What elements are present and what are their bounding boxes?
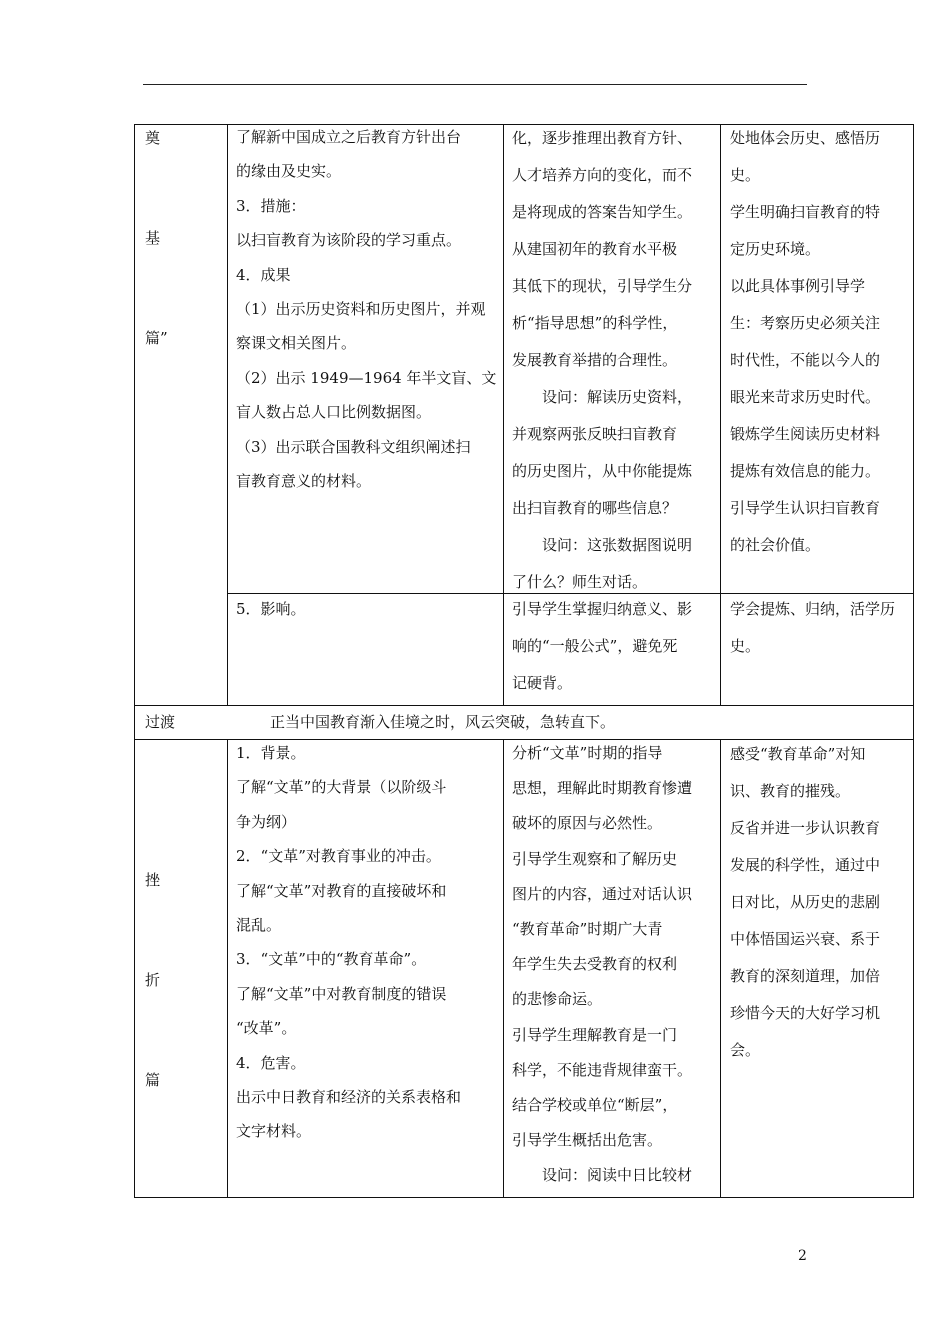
content-line: 争为纲）: [236, 812, 297, 831]
method-line: 图片的内容，通过对话认识: [512, 884, 693, 903]
section-char: 折: [145, 971, 161, 989]
purpose-line: 学生明确扫盲教育的特: [730, 203, 881, 221]
content-line: 以扫盲教育为该阶段的学习重点。: [236, 231, 462, 250]
content-line: 了解“文革”的大背景（以阶级斗: [236, 778, 447, 797]
section-char: 篇”: [145, 329, 168, 347]
purpose-line: 史。: [730, 637, 761, 655]
method-line: 发展教育举措的合理性。: [512, 351, 678, 369]
content-line: 4．危害。: [236, 1053, 306, 1072]
method-line: 了什么？师生对话。: [512, 573, 648, 591]
method-line: 引导学生观察和了解历史: [512, 849, 678, 868]
method-line: 思想，理解此时期教育惨遭: [512, 779, 693, 798]
purpose-line: 定历史环境。: [730, 240, 821, 258]
table-border: [134, 1197, 914, 1198]
content-line: 出示中日教育和经济的关系表格和: [236, 1088, 462, 1107]
purpose-line: 生：考察历史必须关注: [730, 314, 881, 332]
method-line: 人才培养方向的变化，而不: [512, 166, 693, 184]
section-label: 过渡: [145, 713, 176, 731]
method-line: 是将现成的答案告知学生。: [512, 203, 693, 221]
content-line: （3）出示联合国教科文组织阐述扫: [236, 437, 471, 456]
table-border: [134, 124, 135, 1198]
purpose-line: 珍惜今天的大好学习机: [730, 1004, 881, 1022]
purpose-line: 史。: [730, 166, 761, 184]
purpose-line: 引导学生认识扫盲教育: [730, 499, 881, 517]
purpose-cell: [730, 120, 880, 564]
purpose-line: 发展的科学性，通过中: [730, 856, 881, 874]
method-line: 设问：这张数据图说明: [512, 536, 693, 554]
purpose-line: 教育的深刻道理，加倍: [730, 967, 881, 985]
content-line: 了解“文革”中对教育制度的错误: [236, 984, 447, 1003]
table-border: [913, 124, 914, 1198]
section-char: 挫: [145, 871, 161, 889]
section-char: 基: [145, 229, 161, 247]
method-line: “教育革命”时期广大青: [512, 920, 663, 939]
method-line: 分析“文革”时期的指导: [512, 744, 663, 762]
purpose-line: 的社会价值。: [730, 536, 821, 554]
content-line: 3．“文革”中的“教育革命”。: [236, 950, 427, 969]
content-line: 1．背景。: [236, 744, 306, 762]
purpose-cell: [730, 736, 880, 1069]
content-line: 盲教育意义的材料。: [236, 472, 372, 491]
transition-text: 正当中国教育渐入佳境之时，风云突破，急转直下。: [270, 713, 616, 731]
method-cell: [512, 736, 692, 1194]
content-line: 混乱。: [236, 916, 282, 935]
content-line: 文字材料。: [236, 1122, 312, 1141]
content-line: （2）出示 1949—1964 年半文盲、文: [236, 368, 497, 387]
table-border: [503, 739, 504, 1198]
method-cell: [512, 591, 692, 702]
section-char: 奠: [145, 129, 161, 147]
method-line: 并观察两张反映扫盲教育: [512, 425, 678, 443]
content-line: “改革”。: [236, 1019, 297, 1038]
content-cell: [236, 120, 496, 498]
content-line: 盲人数占总人口比例数据图。: [236, 403, 432, 422]
method-line: 的悲惨命运。: [512, 990, 603, 1009]
purpose-line: 日对比，从历史的悲剧: [730, 893, 881, 911]
header-rule: [143, 84, 807, 85]
method-line: 出扫盲教育的哪些信息？: [512, 499, 678, 517]
content-line: 4．成果: [236, 265, 291, 284]
purpose-line: 锻炼学生阅读历史材料: [730, 425, 881, 443]
purpose-line: 会。: [730, 1041, 761, 1059]
method-line: 科学，不能违背规律蛮干。: [512, 1060, 693, 1079]
table-border: [720, 124, 721, 705]
method-line: 引导学生掌握归纳意义、影: [512, 600, 693, 618]
method-line: 设问：阅读中日比较材: [512, 1166, 693, 1185]
purpose-cell: [730, 591, 895, 665]
method-line: 化，逐步推理出教育方针、: [512, 129, 693, 147]
purpose-line: 识、教育的摧残。: [730, 782, 851, 800]
purpose-line: 提炼有效信息的能力。: [730, 462, 881, 480]
content-line: 察课文相关图片。: [236, 334, 357, 353]
table-border: [227, 739, 228, 1198]
method-line: 的历史图片，从中你能提炼: [512, 462, 693, 480]
content-line: 3．措施：: [236, 196, 306, 215]
section-char: 篇: [145, 1071, 161, 1089]
method-line: 析“指导思想”的科学性，: [512, 314, 678, 332]
method-line: 结合学校或单位“断层”，: [512, 1096, 678, 1115]
method-line: 破坏的原因与必然性。: [512, 814, 663, 833]
content-line: 了解新中国成立之后教育方针出台: [236, 128, 462, 146]
method-line: 响的“一般公式”，避免死: [512, 637, 678, 655]
purpose-line: 反省并进一步认识教育: [730, 819, 881, 837]
method-cell: [512, 120, 692, 601]
purpose-line: 处地体会历史、感悟历: [730, 129, 881, 147]
content-line: 2．“文革”对教育事业的冲击。: [236, 847, 441, 866]
content-line: （1）出示历史资料和历史图片，并观: [236, 300, 486, 319]
content-line: 的缘由及史实。: [236, 162, 342, 181]
purpose-line: 中体悟国运兴衰、系于: [730, 930, 881, 948]
purpose-line: 眼光来苛求历史时代。: [730, 388, 881, 406]
content-line: 5．影响。: [236, 600, 306, 618]
purpose-line: 学会提炼、归纳，活学历: [730, 600, 896, 618]
content-cell: [236, 591, 306, 628]
method-line: 引导学生概括出危害。: [512, 1131, 663, 1150]
content-cell: [236, 736, 461, 1149]
method-line: 记硬背。: [512, 674, 573, 692]
purpose-line: 以此具体事例引导学: [730, 277, 866, 295]
table-border: [720, 739, 721, 1198]
method-line: 其低下的现状，引导学生分: [512, 277, 693, 295]
table-border: [227, 124, 228, 705]
method-line: 从建国初年的教育水平极: [512, 240, 678, 258]
method-line: 年学生失去受教育的权利: [512, 955, 678, 974]
method-line: 引导学生理解教育是一门: [512, 1025, 678, 1044]
purpose-line: 感受“教育革命”对知: [730, 745, 866, 763]
table-border: [503, 124, 504, 705]
method-line: 设问：解读历史资料，: [512, 388, 693, 406]
page-number: 2: [798, 1248, 807, 1264]
purpose-line: 时代性，不能以今人的: [730, 351, 881, 369]
content-line: 了解“文革”对教育的直接破坏和: [236, 881, 447, 900]
